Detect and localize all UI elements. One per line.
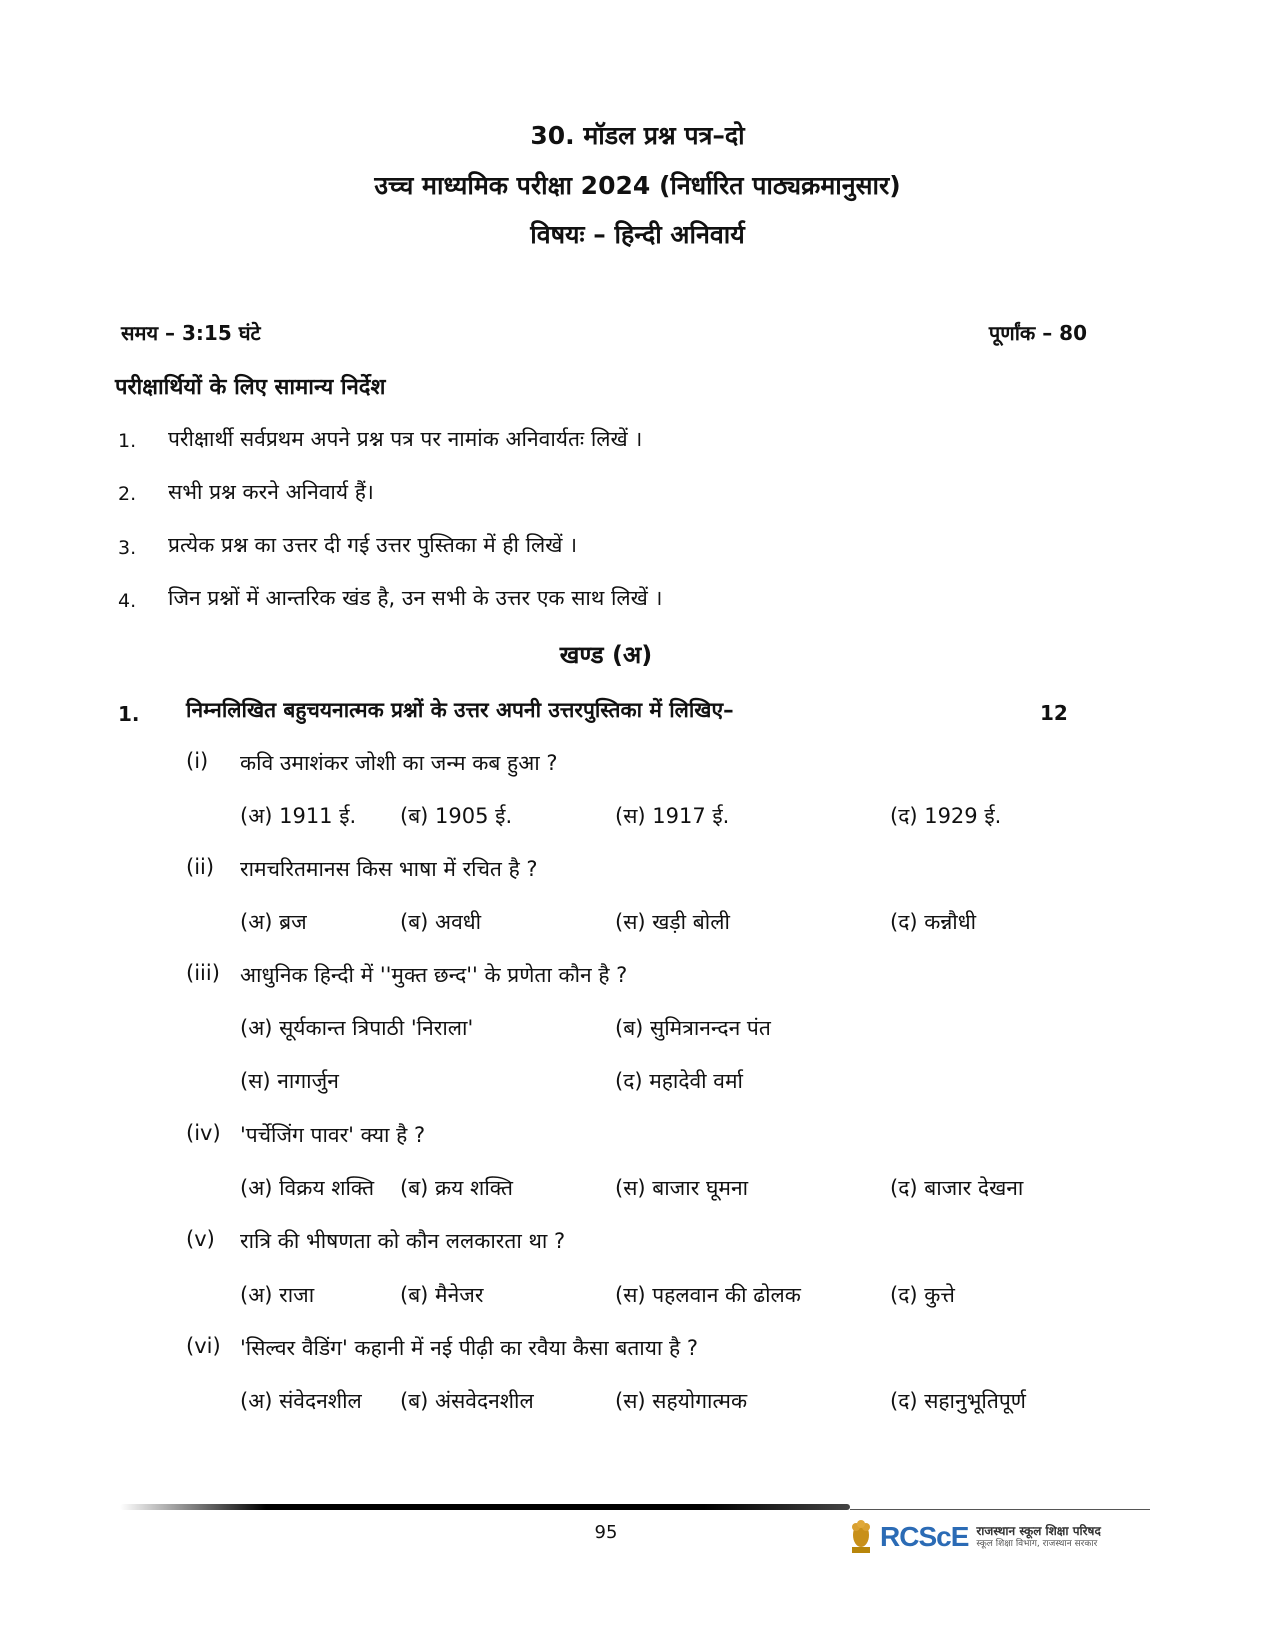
footer-rule — [120, 1504, 850, 1510]
sub-question-text: रात्रि की भीषणता को कौन ललकारता था ? — [240, 1229, 566, 1253]
instruction-text: परीक्षार्थी सर्वप्रथम अपने प्रश्न पत्र पर नामांक अनिवार्यतः लिखें । — [168, 427, 643, 451]
rcsce-logo — [848, 1514, 1138, 1560]
option: (द) कन्नौधी — [890, 910, 977, 934]
sub-question-text: आधुनिक हिन्दी में ''मुक्त छन्द'' के प्रणेता कौन है ? — [240, 963, 628, 987]
option: (द) 1929 ई. — [890, 804, 1002, 828]
paper-title: 30. मॉडल प्रश्न पत्र–दो — [530, 121, 745, 150]
option: (द) सहानुभूतिपूर्ण — [890, 1389, 1026, 1413]
instruction-number: 1. — [118, 430, 137, 452]
sub-question-number: (iv) — [186, 1121, 221, 1145]
sub-question-number: (vi) — [186, 1334, 221, 1358]
option: (अ) विक्रय शक्ति — [240, 1176, 375, 1200]
sub-question-text: कवि उमाशंकर जोशी का जन्म कब हुआ ? — [240, 751, 558, 775]
sub-question-text: 'पर्चेजिंग पावर' क्या है ? — [240, 1123, 426, 1147]
instruction-text: जिन प्रश्नों में आन्तरिक खंड है, उन सभी के उत्तर एक साथ लिखें । — [168, 586, 663, 610]
option: (द) महादेवी वर्मा — [615, 1069, 743, 1093]
instruction-text: सभी प्रश्न करने अनिवार्य हैं। — [168, 480, 374, 504]
question-number: 1. — [118, 702, 140, 726]
option: (अ) राजा — [240, 1283, 315, 1307]
footer-rule-right — [850, 1509, 1150, 1510]
option: (स) सहयोगात्मक — [615, 1389, 748, 1413]
instruction-text: प्रत्येक प्रश्न का उत्तर दी गई उत्तर पुस्तिका में ही लिखें । — [168, 533, 578, 557]
option: (स) बाजार घूमना — [615, 1176, 749, 1200]
sub-question-text: रामचरितमानस किस भाषा में रचित है ? — [240, 857, 538, 881]
page-number: 95 — [594, 1522, 618, 1543]
option: (ब) अवधी — [400, 910, 482, 934]
option: (अ) सूर्यकान्त त्रिपाठी 'निराला' — [240, 1016, 474, 1040]
sub-question-number: (i) — [186, 749, 209, 773]
instruction-number: 2. — [118, 483, 137, 505]
national-emblem-icon — [848, 1517, 874, 1557]
option: (अ) संवेदनशील — [240, 1389, 362, 1413]
option: (द) बाजार देखना — [890, 1176, 1024, 1200]
logo-line2: स्कूल शिक्षा विभाग, राजस्थान सरकार — [976, 1538, 1098, 1549]
option: (ब) क्रय शक्ति — [400, 1176, 513, 1200]
section-heading: खण्ड (अ) — [559, 641, 653, 669]
option: (ब) मैनेजर — [400, 1283, 484, 1307]
logo-line1: राजस्थान स्कूल शिक्षा परिषद — [976, 1523, 1101, 1538]
question-marks: 12 — [1040, 701, 1068, 725]
subject-title: विषयः – हिन्दी अनिवार्य — [530, 220, 745, 249]
sub-question-number: (iii) — [186, 961, 220, 985]
option: (अ) 1911 ई. — [240, 804, 357, 828]
logo-wordmark: RCScE — [880, 1521, 969, 1552]
option: (ब) 1905 ई. — [400, 804, 513, 828]
option: (स) पहलवान की ढोलक — [615, 1283, 801, 1307]
option: (स) नागार्जुन — [240, 1069, 339, 1093]
sub-question-text: 'सिल्वर वैडिंग' कहानी में नई पीढ़ी का रवैया कैसा बताया है ? — [240, 1336, 699, 1360]
option: (स) 1917 ई. — [615, 804, 730, 828]
sub-question-number: (v) — [186, 1227, 215, 1251]
option: (स) खड़ी बोली — [615, 910, 730, 934]
exam-title: उच्च माध्यमिक परीक्षा 2024 (निर्धारित पाठ्यक्रमानुसार) — [374, 171, 901, 200]
option: (ब) अंसवेदनशील — [400, 1389, 534, 1413]
instruction-number: 4. — [118, 590, 137, 612]
option: (अ) ब्रज — [240, 910, 307, 934]
time-label: समय – 3:15 घंटे — [121, 321, 261, 345]
sub-question-number: (ii) — [186, 855, 215, 879]
option: (द) कुत्ते — [890, 1283, 955, 1307]
question-text: निम्नलिखित बहुचयनात्मक प्रश्नों के उत्तर अपनी उत्तरपुस्तिका में लिखिए– — [186, 698, 734, 722]
max-marks-label: पूर्णांक – 80 — [988, 321, 1087, 345]
instructions-heading: परीक्षार्थियों के लिए सामान्य निर्देश — [115, 375, 386, 400]
instruction-number: 3. — [118, 537, 137, 559]
option: (ब) सुमित्रानन्दन पंत — [615, 1016, 771, 1040]
